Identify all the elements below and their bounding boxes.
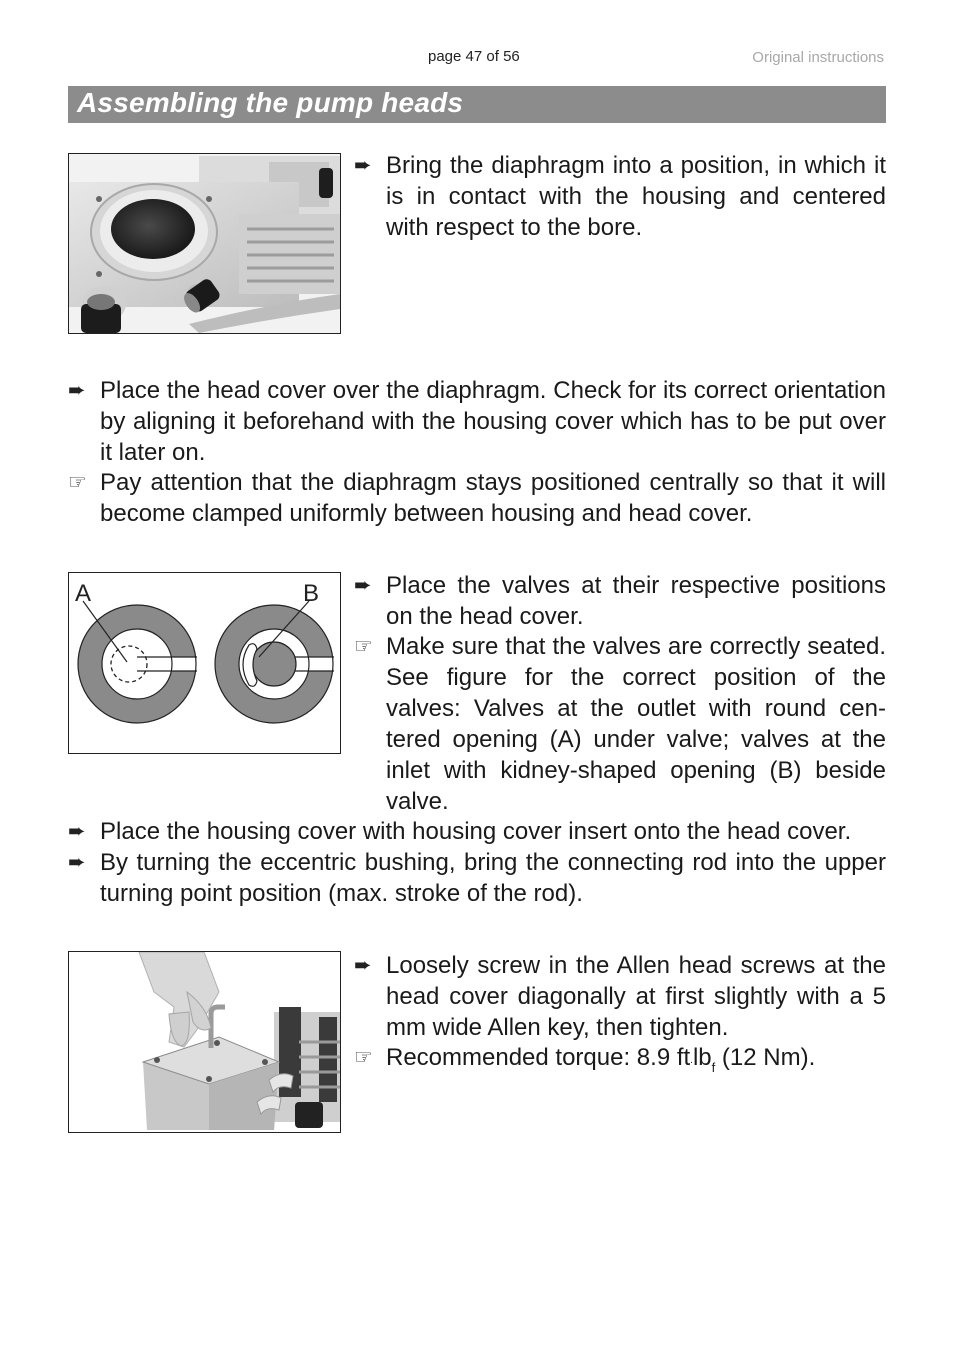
- step-text: Place the valves at their respective positions on the head cover.: [386, 572, 886, 630]
- pointing-hand-icon: ☞: [354, 1045, 373, 1069]
- note-text: Make sure that the valves are correctly seated. See figure for the correct position of the valves: Valves at the outlet with round centered opening (A) under valve; valves at the inlet with kidney-shaped opening (B) beside valve.: [386, 633, 886, 815]
- note-valves-seated: [354, 631, 886, 817]
- note-text: Pay attention that the diaphragm stays positioned centrally so that it will become clamped uniformly between housing and head cover.: [100, 469, 886, 527]
- section-title: Assembling the pump heads: [77, 87, 464, 118]
- arrow-right-icon: ➨: [354, 573, 372, 597]
- document-type-label: Original instructions: [752, 49, 884, 66]
- pointing-hand-icon: ☞: [68, 470, 87, 494]
- note-recommended-torque: [354, 1042, 886, 1083]
- arrow-right-icon: ➨: [68, 378, 86, 402]
- pointing-hand-icon: ☞: [354, 634, 373, 658]
- arrow-right-icon: ➨: [68, 850, 86, 874]
- step-place-housing-cover: [68, 816, 886, 847]
- valve-a-ring: [78, 601, 199, 723]
- step-turn-eccentric-bushing: [68, 847, 886, 909]
- step-screw-allen-screws: [354, 950, 886, 1043]
- arrow-right-icon: ➨: [354, 953, 372, 977]
- step-place-valves: [354, 570, 886, 632]
- step-place-head-cover: [68, 375, 886, 468]
- arrow-right-icon: ➨: [68, 819, 86, 843]
- valve-position-diagram: [68, 572, 341, 754]
- allen-screw-photo: [68, 951, 341, 1133]
- torque-dot: .: [690, 1055, 693, 1066]
- step-text: Place the head cover over the diaphragm. Check for its correct orientation by aligning it beforehand with the housing cover which has to be put over it later on.: [100, 377, 886, 466]
- note-diaphragm-central: [68, 467, 886, 529]
- page-number: page 47 of 56: [428, 48, 520, 65]
- valve-b-ring: [215, 601, 336, 723]
- torque-unit: lb: [692, 1044, 712, 1071]
- step-text: By turning the eccentric bushing, bring the connecting rod into the upper turning point position (max. stroke of the rod).: [100, 849, 886, 907]
- section-title-bar: [68, 86, 886, 123]
- label-a: A: [75, 580, 92, 607]
- torque-text: Recommended torque: 8.9 ft: [386, 1044, 691, 1071]
- torque-metric: (12 Nm).: [715, 1044, 816, 1071]
- step-text: Loosely screw in the Allen head screws at the head cover diagonally at first slightly with a 5 mm wide Allen key, then tighten.: [386, 952, 886, 1041]
- label-b: B: [303, 580, 320, 607]
- arrow-right-icon: ➨: [354, 153, 372, 177]
- torque-subscript: f: [711, 1060, 716, 1075]
- step-bring-diaphragm: [354, 150, 886, 243]
- step-text: Bring the diaphragm into a position, in which it is in contact with the housing and centered with respect to the bore.: [386, 152, 886, 241]
- diaphragm-photo: [68, 153, 341, 334]
- step-text: Place the housing cover with housing cover insert onto the head cover.: [100, 818, 852, 845]
